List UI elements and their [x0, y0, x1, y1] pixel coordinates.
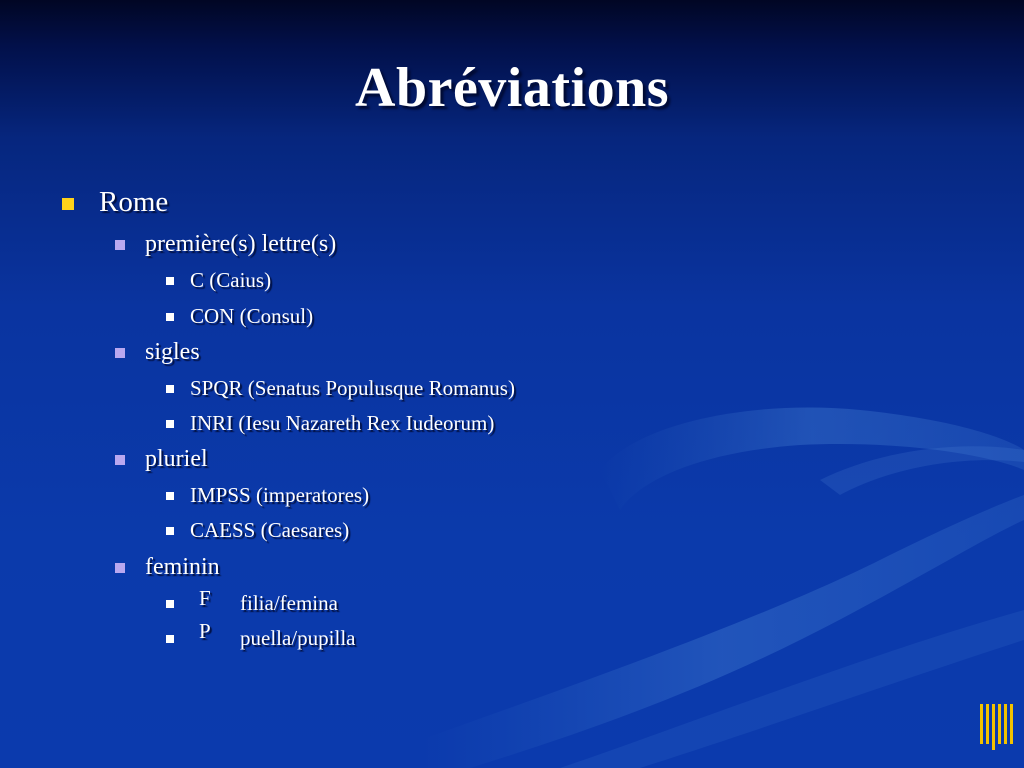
square-bullet-icon	[166, 313, 174, 321]
square-bullet-icon	[115, 240, 125, 250]
list-item-label: première(s) lettre(s)	[145, 231, 337, 257]
square-bullet-icon	[166, 600, 174, 608]
square-bullet-icon	[166, 420, 174, 428]
list-item-label: C (Caius)	[190, 268, 272, 292]
square-bullet-icon	[166, 492, 174, 500]
list-item-label: sigles	[145, 339, 200, 365]
list-item-label: puella/pupilla	[240, 626, 356, 650]
list-item-label: feminin	[145, 554, 220, 580]
square-bullet-icon	[166, 277, 174, 285]
square-bullet-icon	[166, 385, 174, 393]
list-item-label: pluriel	[145, 446, 208, 472]
vertical-bars-logo-icon	[980, 704, 1014, 750]
abbreviation-symbol-f: F	[199, 586, 211, 610]
list-item-label: filia/femina	[240, 591, 338, 615]
square-bullet-icon	[115, 455, 125, 465]
list-item-label: CAESS (Caesares)	[190, 518, 350, 542]
list-item-label: SPQR (Senatus Populusque Romanus)	[190, 376, 515, 400]
slide-title: Abréviations	[355, 57, 669, 119]
square-bullet-icon	[115, 563, 125, 573]
list-item-label: IMPSS (imperatores)	[190, 483, 370, 507]
abbreviation-symbol-p: P	[199, 619, 211, 643]
square-bullet-icon	[62, 198, 74, 210]
square-bullet-icon	[115, 348, 125, 358]
list-item-label: CON (Consul)	[190, 304, 314, 328]
list-item-label: Rome	[99, 186, 169, 218]
list-item-label: INRI (Iesu Nazareth Rex Iudeorum)	[190, 411, 495, 435]
square-bullet-icon	[166, 635, 174, 643]
square-bullet-icon	[166, 527, 174, 535]
